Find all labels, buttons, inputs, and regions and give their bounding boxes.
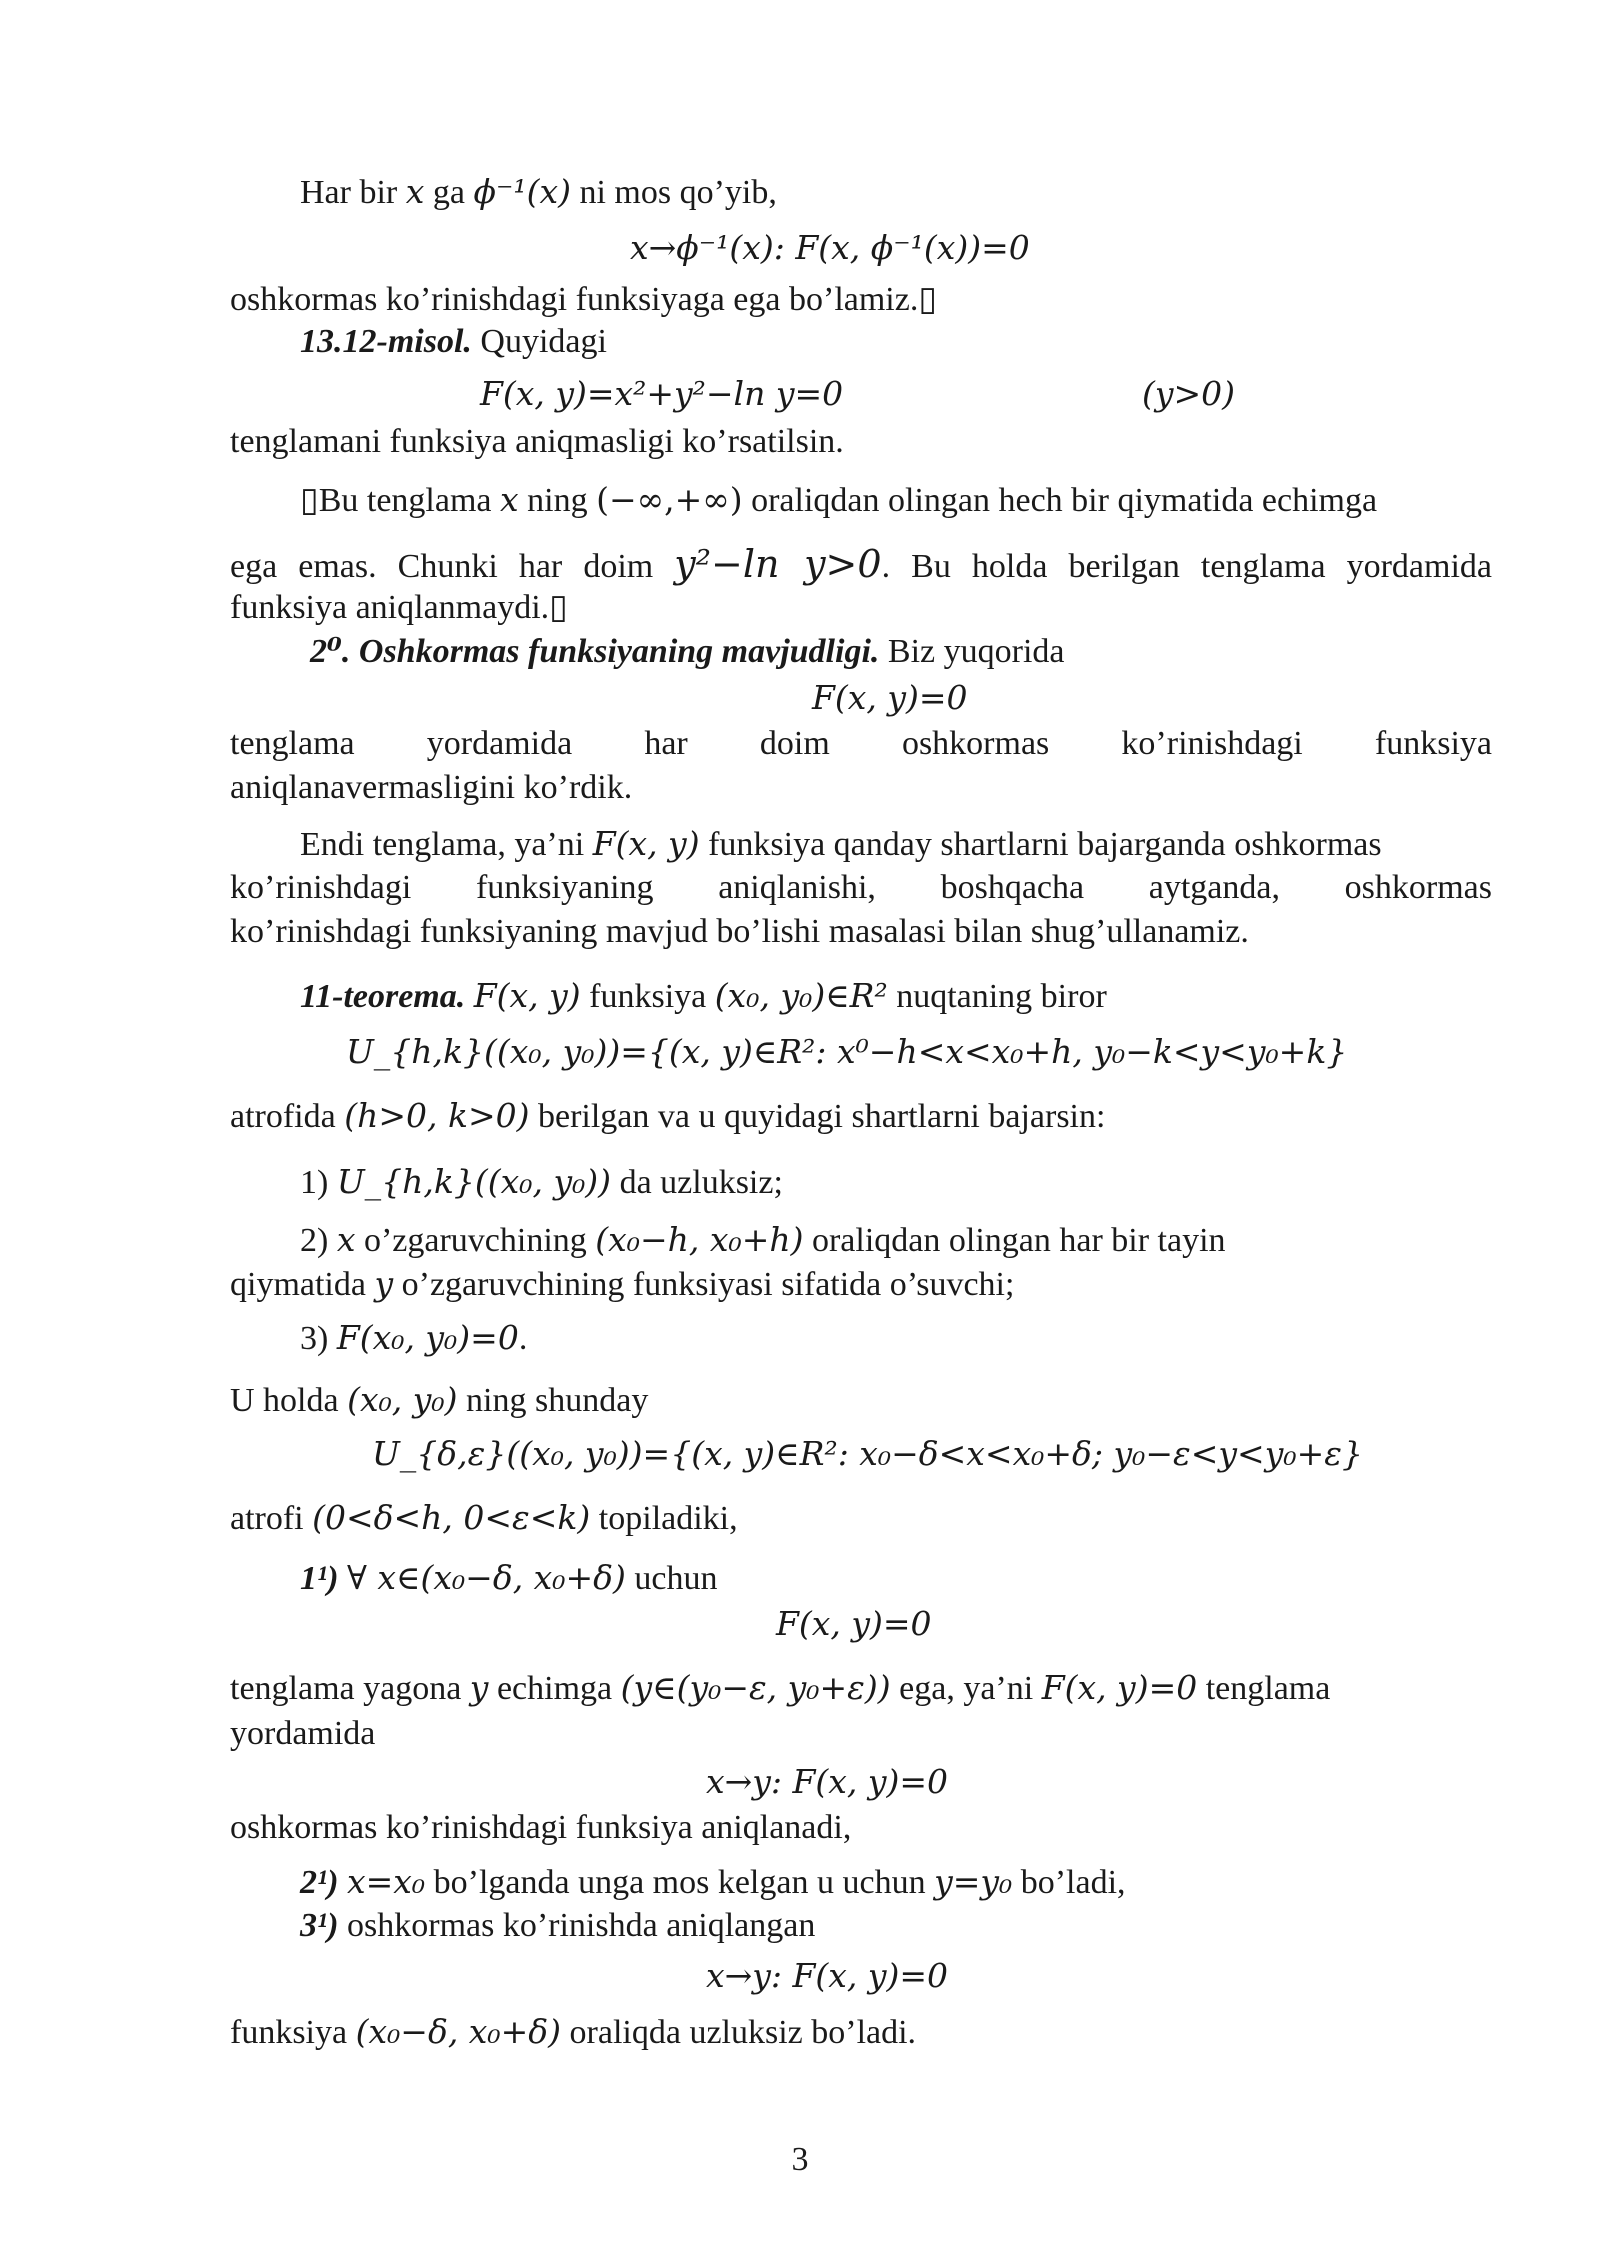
text: . (518, 1320, 528, 1357)
list-item (300, 1160, 783, 1205)
text: bo’ladi, (1020, 1864, 1126, 1901)
math-formula: F(x, y) (473, 976, 581, 1015)
math-variable: x (405, 172, 425, 211)
display-formula: F(x, y)=0 (812, 678, 968, 717)
paragraph-line: ko’rinishdagi funksiyaning mavjud bo’lishi masalasi bilan shug’ullanamiz. (230, 913, 1249, 950)
math-condition: (0<δ<h, 0<ε<k) (312, 1498, 591, 1537)
theorem-label: 11-teorema. (300, 978, 466, 1015)
display-formula: U_{h,k}((x₀, y₀))={(x, y)∈R²: x⁰−h<x<x₀+h, y₀−k<y<y₀+k} (346, 1032, 1348, 1071)
paragraph-line (300, 478, 1377, 523)
text: ega emas. Chunki har doim (230, 548, 654, 585)
text: bo’lganda unga mos kelgan u uchun (433, 1864, 926, 1901)
paragraph-line (300, 170, 777, 215)
math-variable: x (336, 1220, 356, 1259)
math-variable: y (374, 1264, 394, 1303)
text: tenglama yagona (230, 1670, 462, 1707)
text: tenglama (1205, 1670, 1331, 1707)
math-condition: (h>0, k>0) (344, 1096, 530, 1135)
text: U holda (230, 1382, 339, 1419)
display-formula: U_{δ,ε}((x₀, y₀))={(x, y)∈R²: x₀−δ<x<x₀+δ; y₀−ε<y<y₀+ε} (372, 1434, 1363, 1473)
math-variable: x (500, 480, 519, 519)
paragraph-line: oshkormas ko’rinishdagi funksiya aniqlanadi, (230, 1809, 852, 1846)
text: ni mos qo’yib, (579, 174, 777, 211)
list-item (300, 1860, 1126, 1905)
text: ning (527, 482, 588, 519)
paragraph-line: aniqlanavermasligini ko’rdik. (230, 769, 633, 806)
text: uchun (634, 1560, 718, 1597)
page-number: 3 (791, 2141, 809, 2178)
theorem-heading (300, 974, 1107, 1019)
display-formula: x→y: F(x, y)=0 (706, 1762, 949, 1801)
text: da uzluksiz; (619, 1164, 783, 1201)
text: atrofi (230, 1500, 304, 1537)
text: ga (432, 174, 465, 211)
display-formula: x→y: F(x, y)=0 (706, 1956, 949, 1995)
math-formula: x=x₀ (347, 1862, 426, 1901)
paragraph-line (230, 2010, 916, 2055)
paragraph-line: tenglama yordamida har doim oshkormas ko’rinishdagi funksiya (230, 725, 1492, 762)
text: funksiya (589, 978, 707, 1015)
math-interval: (−∞,+∞) (596, 480, 743, 519)
text: oshkormas ko’rinishda aniqlangan (347, 1907, 816, 1944)
math-inequality: y²−ln y>0 (674, 542, 882, 586)
text: atrofida (230, 1098, 336, 1135)
paragraph-line (230, 1262, 1014, 1307)
list-item (300, 1218, 1226, 1263)
list-item (300, 1556, 718, 1601)
math-interval: (y∈(y₀−ε, y₀+ε)) (620, 1668, 891, 1707)
display-formula: F(x, y)=0 (776, 1604, 932, 1643)
text: oraliqdan olingan har bir tayin (811, 1222, 1226, 1259)
display-formula: F(x, y)=x²+y²−ln y=0 (480, 374, 844, 413)
text: qiymatida (230, 1266, 366, 1303)
text: oraliqda uzluksiz bo’ladi. (569, 2014, 917, 2051)
paragraph-line (230, 542, 1492, 589)
math-formula: U_{h,k}((x₀, y₀)) (336, 1162, 612, 1201)
text: Har bir (300, 174, 398, 211)
text: oraliqdan olingan hech bir qiymatida echimga (751, 482, 1378, 519)
list-item (300, 1904, 815, 1948)
section-label: 2⁰. Oshkormas funksiyaning mavjudligi. (310, 633, 880, 670)
math-formula: F(x₀, y₀)=0 (336, 1318, 519, 1357)
text: ning shunday (466, 1382, 649, 1419)
paragraph-line: ko’rinishdagi funksiyaning aniqlanishi, boshqacha aytganda, oshkormas (230, 869, 1492, 906)
text: Quyidagi (480, 323, 607, 360)
math-interval: (x₀−δ, x₀+δ) (355, 2012, 562, 2051)
list-number: 2) (300, 1222, 329, 1259)
text: funksiya qanday shartlarni bajarganda oshkormas (708, 826, 1382, 863)
paragraph-line (230, 1378, 648, 1423)
math-formula: ∀ x∈(x₀−δ, x₀+δ) (347, 1558, 626, 1597)
item-label: 3¹) (300, 1907, 339, 1944)
example-label: 13.12-misol. (300, 323, 472, 360)
list-number: 3) (300, 1320, 329, 1357)
paragraph-line: oshkormas ko’rinishdagi funksiyaga ega bo’lamiz.▯ (230, 281, 938, 318)
text: topiladiki, (598, 1500, 738, 1537)
text: berilgan va u quyidagi shartlarni bajarsin: (538, 1098, 1106, 1135)
math-formula: F(x, y)=0 (1041, 1668, 1198, 1707)
paragraph-line (230, 1094, 1105, 1139)
math-formula: y=y₀ (934, 1862, 1013, 1901)
text: echimga (496, 1670, 613, 1707)
list-number: 1) (300, 1164, 329, 1201)
section-heading (310, 630, 1064, 674)
example-heading (300, 320, 607, 364)
text: . Bu holda berilgan tenglama yordamida (881, 548, 1492, 585)
paragraph-line (300, 822, 1382, 867)
paragraph-line (230, 1496, 738, 1541)
paragraph-line: funksiya aniqlanmaydi.▯ (230, 589, 568, 626)
math-variable: y (469, 1668, 489, 1707)
math-point: (x₀, y₀) (347, 1380, 458, 1419)
text: o’zgaruvchining funksiyasi sifatida o’suvchi; (401, 1266, 1015, 1303)
paragraph-line: yordamida (230, 1715, 376, 1752)
text: Endi tenglama, ya’ni (300, 826, 585, 863)
math-formula: F(x, y) (592, 824, 700, 863)
item-label: 2¹) (300, 1864, 339, 1901)
math-formula: ϕ⁻¹(x) (473, 172, 571, 211)
text: Biz yuqorida (887, 633, 1065, 670)
list-item (300, 1316, 527, 1361)
text: o’zgaruvchining (363, 1222, 587, 1259)
paragraph-line: tenglamani funksiya aniqmasligi ko’rsatilsin. (230, 423, 844, 460)
display-formula: x→ϕ⁻¹(x): F(x, ϕ⁻¹(x))=0 (630, 228, 1030, 267)
item-label: 1¹) (300, 1560, 339, 1597)
text: funksiya (230, 2014, 348, 2051)
formula-condition: (y>0) (1142, 374, 1236, 413)
text: nuqtaning biror (896, 978, 1107, 1015)
math-interval: (x₀−h, x₀+h) (595, 1220, 804, 1259)
math-point: (x₀, y₀)∈R² (714, 976, 888, 1015)
text: ega, ya’ni (899, 1670, 1034, 1707)
paragraph-line (230, 1666, 1330, 1711)
text: ▯Bu tenglama (300, 482, 492, 519)
